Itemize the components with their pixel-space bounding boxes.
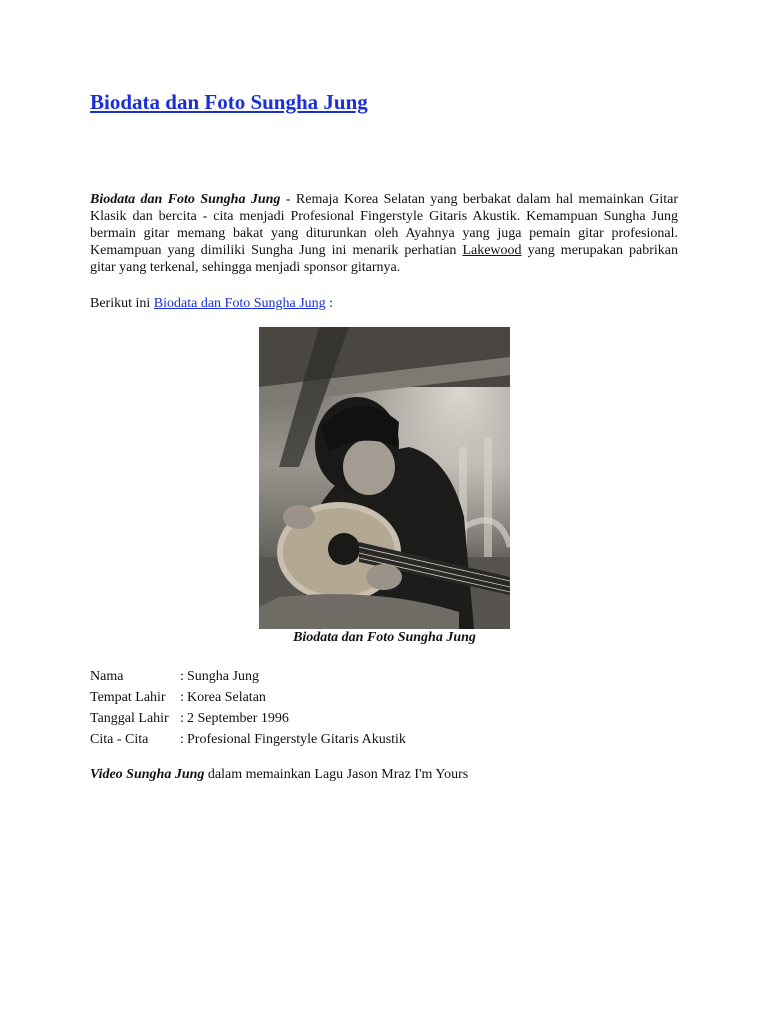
bio-separator: : xyxy=(180,690,184,705)
article-title[interactable]: Biodata dan Foto Sungha Jung xyxy=(90,90,368,114)
photo-figure xyxy=(259,327,510,645)
bio-row-nama xyxy=(90,666,406,687)
bio-value: Profesional Fingerstyle Gitaris Akustik xyxy=(187,732,406,747)
video-text: dalam memainkan Lagu Jason Mraz I'm Yours xyxy=(204,767,469,782)
bio-label: Nama xyxy=(90,669,124,684)
bio-value: 2 September 1996 xyxy=(187,711,289,726)
intro-text-before-link: - Remaja Korea Selatan yang berbakat dalam hal memainkan Gitar Klasik dan bercita - cita menjadi Profesional Fingerstyle Gitaris Akustik. Kemampuan Sungha Jung bermain gitar memang bakat yang diturunkan oleh Ayahnya yang juga pemain gitar profesional. Kemampuan yang dimiliki Sungha Jung ini menarik perhatian xyxy=(90,192,678,258)
bio-separator: : xyxy=(180,732,184,747)
bio-label: Tanggal Lahir xyxy=(90,711,169,726)
lakewood-link[interactable]: Lakewood xyxy=(462,243,522,258)
berikut-suffix: : xyxy=(325,296,334,311)
bio-label: Tempat Lahir xyxy=(90,690,166,705)
bio-separator: : xyxy=(180,711,184,726)
bio-table xyxy=(90,666,406,750)
bio-value: Sungha Jung xyxy=(187,669,259,684)
video-lead: Video Sungha Jung xyxy=(90,767,205,782)
bio-value: Korea Selatan xyxy=(187,690,266,705)
intro-lead: Biodata dan Foto Sungha Jung xyxy=(90,192,281,207)
bio-row-tanggal-lahir xyxy=(90,708,406,729)
bio-separator: : xyxy=(180,669,184,684)
berikut-line xyxy=(90,295,333,312)
sungha-jung-photo xyxy=(259,327,510,629)
intro-paragraph xyxy=(90,191,678,276)
photo-caption: Biodata dan Foto Sungha Jung xyxy=(293,630,476,645)
berikut-prefix: Berikut ini xyxy=(90,296,154,311)
video-line xyxy=(90,766,468,783)
bio-label: Cita - Cita xyxy=(90,732,149,747)
intro-text-after-link: yang merupakan pabrikan gitar yang terkenal, sehingga menjadi sponsor gitarnya. xyxy=(90,243,679,275)
bio-row-tempat-lahir xyxy=(90,687,406,708)
biodata-link[interactable]: Biodata dan Foto Sungha Jung xyxy=(153,296,326,311)
bio-row-cita-cita xyxy=(90,729,406,750)
